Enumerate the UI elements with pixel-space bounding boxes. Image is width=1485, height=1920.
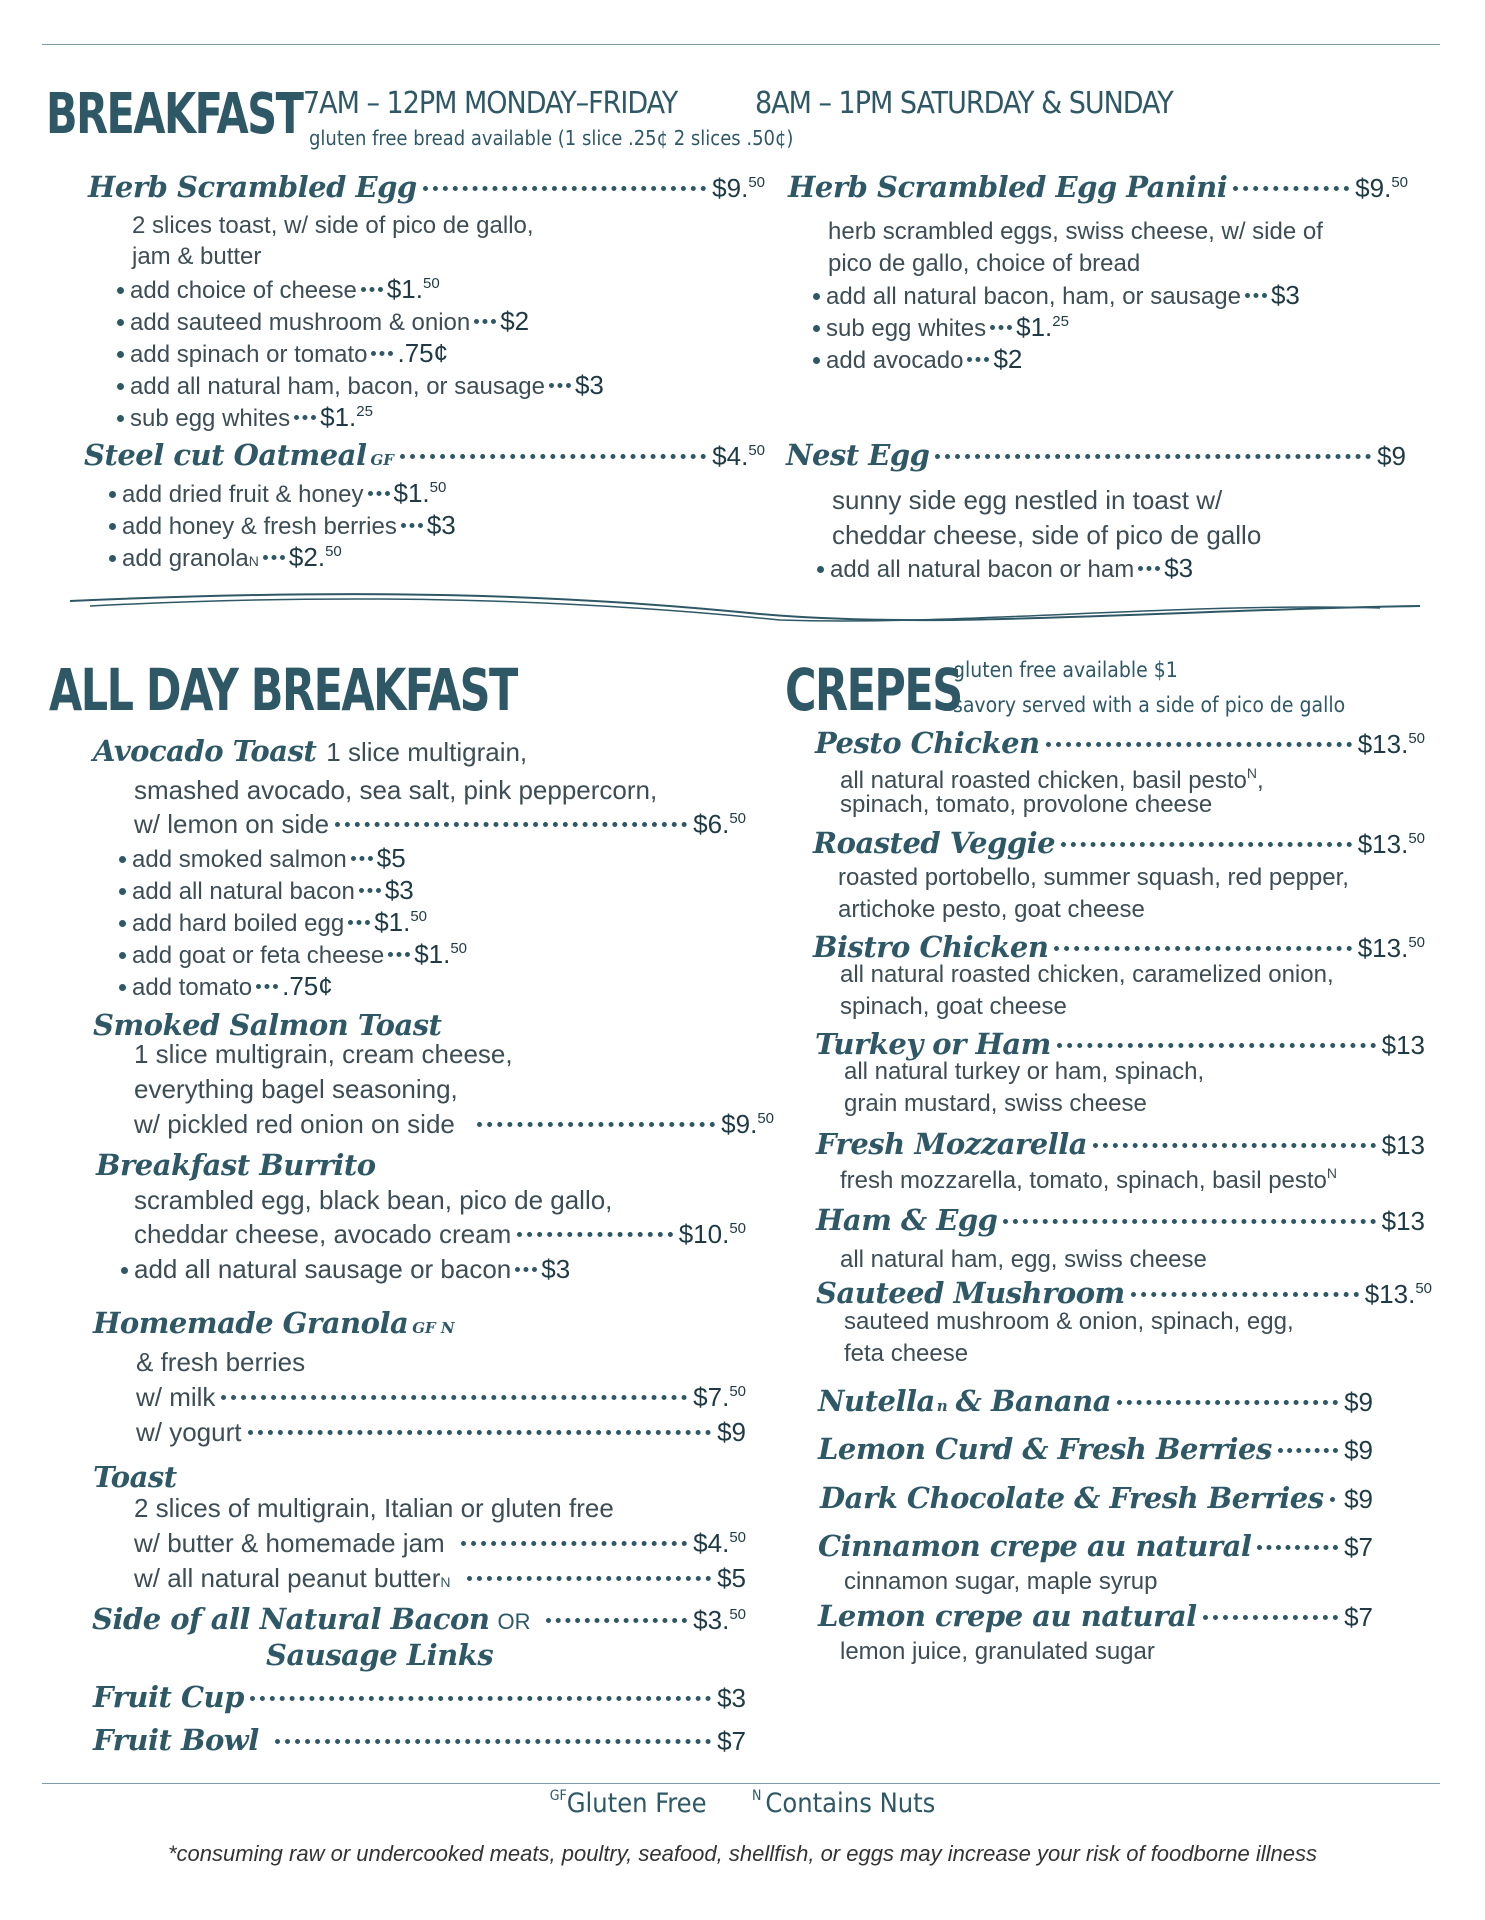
item-name: Ham & Egg: [816, 1203, 998, 1237]
burrito-price-line: [134, 1218, 746, 1250]
breakfast-title: BREAKFAST: [46, 82, 303, 147]
item-name: Breakfast Burrito: [96, 1148, 376, 1182]
item-name: Nutella: [818, 1384, 935, 1418]
legend: [0, 1788, 1485, 1819]
leader-dots: [517, 1232, 672, 1237]
bottom-rule: [42, 1783, 1440, 1784]
item-price: $9.50: [721, 1109, 774, 1139]
leader-dots: [1054, 946, 1351, 951]
item-price: $9: [717, 1417, 746, 1447]
add-on: add choice of cheese $1.50: [117, 274, 440, 305]
roasted-veggie-line: [813, 826, 1425, 860]
add-on: add honey & fresh berries $3: [109, 510, 456, 541]
item-description: cinnamon sugar, maple syrup: [844, 1568, 1158, 1595]
item-description: fresh mozzarella, tomato, spinach, basil pesto$^N$: [840, 1165, 1338, 1194]
nuts-mark: N: [440, 1574, 451, 1590]
sausage-links-line: [266, 1638, 493, 1672]
item-price: $13.50: [1364, 1279, 1432, 1309]
item-description: all natural roasted chicken, basil pesto$^N$,: [840, 765, 1264, 794]
add-on: sub egg whites $1.25: [813, 312, 1069, 343]
gluten-free-bread-note: gluten free bread available (1 slice .25¢ 2 slices .50¢): [309, 126, 794, 150]
add-on: add all natural sausage or bacon $3: [121, 1254, 570, 1285]
item-price: $9: [1377, 441, 1406, 471]
leader-dots: [275, 1739, 711, 1744]
item-price: $13: [1381, 1030, 1425, 1060]
item-price: $5: [717, 1563, 746, 1593]
nest-egg-line: [786, 438, 1406, 472]
leader-dots: [1093, 1143, 1376, 1148]
homemade-granola-line: [93, 1306, 455, 1340]
leader-dots: [477, 1122, 715, 1127]
leader-dots: [400, 454, 706, 459]
item-name: Sauteed Mushroom: [816, 1276, 1125, 1310]
item-description: cheddar cheese, side of pico de gallo: [832, 520, 1262, 550]
item-description: spinach, goat cheese: [840, 993, 1067, 1020]
item-description: cheddar cheese, avocado cream: [134, 1219, 512, 1249]
avocado-price-line: [134, 808, 746, 840]
item-description: & fresh berries: [136, 1347, 306, 1377]
leader-dots: [250, 1696, 711, 1701]
leader-dots: [335, 822, 687, 827]
item-description: all natural turkey or ham, spinach,: [844, 1058, 1205, 1085]
item-price: $4.50: [712, 441, 765, 471]
item-description: lemon juice, granulated sugar: [840, 1638, 1155, 1665]
leader-dots: [1061, 842, 1352, 847]
granola-milk-line: [136, 1381, 746, 1413]
leader-dots: [935, 454, 1371, 459]
leader-dots: [1330, 1497, 1339, 1502]
item-name: Fruit Bowl: [93, 1723, 259, 1757]
item-name: Cinnamon crepe au natural: [818, 1529, 1252, 1563]
add-on: add spinach or tomato .75¢: [117, 338, 448, 369]
fruit-bowl-line: [93, 1723, 746, 1757]
item-description: roasted portobello, summer squash, red pepper,: [838, 864, 1349, 891]
crepes-gf-note: gluten free available $1: [953, 658, 1178, 682]
item-name: Nest Egg: [786, 438, 930, 472]
smoked-salmon-line: [93, 1008, 441, 1042]
item-description: everything bagel seasoning,: [134, 1074, 458, 1104]
add-on: add all natural ham, bacon, or sausage $3: [117, 370, 604, 401]
toast-butter-line: [134, 1527, 746, 1559]
leader-dots: [423, 186, 707, 191]
item-name: Roasted Veggie: [813, 826, 1056, 860]
salmon-price-line: [134, 1108, 774, 1140]
nuts-mark: n: [936, 1397, 948, 1415]
fresh-mozzarella-line: [816, 1127, 1425, 1161]
item-name: Lemon Curd & Fresh Berries: [818, 1432, 1272, 1466]
item-name: Dark Chocolate & Fresh Berries: [820, 1481, 1324, 1515]
item-description: w/ lemon on side: [134, 809, 330, 839]
ham-egg-line: [816, 1203, 1425, 1237]
toast-line: [93, 1460, 177, 1494]
avocado-toast-line: [93, 734, 527, 768]
gluten-free-mark: GF: [370, 451, 394, 469]
gf-nuts-mark: GF N: [412, 1319, 455, 1337]
item-description: spinach, tomato, provolone cheese: [840, 791, 1213, 818]
item-name: Sausage Links: [266, 1638, 494, 1672]
crepes-savory-note: savory served with a side of pico de gallo: [953, 693, 1346, 717]
item-price: $13.50: [1357, 933, 1425, 963]
gf-legend-label: Gluten Free: [566, 1788, 707, 1819]
leader-dots: [1131, 1292, 1359, 1297]
nuts-legend-mark: N: [752, 1788, 762, 1804]
item-name: Pesto Chicken: [815, 726, 1040, 760]
oatmeal-line: [84, 438, 765, 472]
item-description: w/ pickled red onion on side: [134, 1109, 455, 1139]
or-label: OR: [497, 1609, 531, 1634]
item-price: $9: [1344, 1484, 1373, 1514]
add-on: add dried fruit & honey $1.50: [109, 478, 446, 509]
item-name: Fresh Mozzarella: [816, 1127, 1088, 1161]
sauteed-mushroom-line: [816, 1276, 1432, 1310]
add-on: add granola N $2.50: [109, 542, 342, 573]
panini-line: [788, 170, 1408, 204]
item-description: all natural ham, egg, swiss cheese: [840, 1246, 1207, 1273]
item-description: jam & butter: [132, 243, 262, 270]
gf-legend-mark: GF: [549, 1788, 567, 1804]
add-on: add avocado $2: [813, 344, 1022, 375]
item-name: Turkey or Ham: [815, 1027, 1051, 1061]
item-name: & Banana: [955, 1384, 1112, 1418]
item-price: $9.50: [712, 173, 765, 203]
nutella-banana-line: [818, 1384, 1373, 1418]
lemon-curd-line: [818, 1432, 1373, 1466]
food-safety-disclaimer: *consuming raw or undercooked meats, poultry, seafood, shellfish, or eggs may increase your risk of foodborne illness: [167, 1841, 1318, 1866]
dark-chocolate-line: [820, 1481, 1373, 1515]
item-name: Side of all Natural Bacon: [92, 1602, 490, 1636]
leader-dots: [461, 1541, 687, 1546]
item-price: $9: [1344, 1387, 1373, 1417]
item-name: Lemon crepe au natural: [818, 1599, 1197, 1633]
leader-dots: [221, 1395, 687, 1400]
add-on: add sauteed mushroom & onion $2: [117, 306, 529, 337]
add-on: add hard boiled egg $1.50: [119, 907, 427, 938]
option-label: w/ yogurt: [136, 1417, 242, 1447]
item-price: $3: [717, 1683, 746, 1713]
toast-pb-line: [134, 1562, 746, 1594]
granola-yogurt-line: [136, 1416, 746, 1448]
leader-dots: [1046, 742, 1352, 747]
item-price: $10.50: [678, 1219, 746, 1249]
leader-dots: [1257, 1545, 1338, 1550]
item-price: $9: [1344, 1435, 1373, 1465]
item-description: herb scrambled eggs, swiss cheese, w/ side of: [828, 218, 1323, 245]
breakfast-burrito-line: [96, 1148, 376, 1182]
leader-dots: [1203, 1615, 1338, 1620]
option-label: w/ milk: [136, 1382, 216, 1412]
weekend-hours: 8AM – 1PM SATURDAY & SUNDAY: [755, 86, 1173, 121]
add-on: add goat or feta cheese $1.50: [119, 939, 467, 970]
all-day-breakfast-title: ALL DAY BREAKFAST: [49, 656, 517, 724]
leader-dots: [248, 1430, 712, 1435]
option-label: w/ all natural peanut butter: [134, 1563, 441, 1593]
add-on: add tomato .75¢: [119, 971, 333, 1002]
item-description: sunny side egg nestled in toast w/: [832, 485, 1223, 515]
crepes-title: CREPES: [785, 656, 962, 724]
item-price: $7: [717, 1726, 746, 1756]
item-price: $6.50: [693, 809, 746, 839]
item-name: Homemade Granola: [93, 1306, 409, 1340]
item-description: 1 slice multigrain,: [326, 737, 528, 767]
item-price: $13.50: [1357, 829, 1425, 859]
item-name: Herb Scrambled Egg: [88, 170, 417, 204]
add-on: sub egg whites $1.25: [117, 402, 373, 433]
nuts-legend-label: Contains Nuts: [765, 1788, 936, 1819]
item-price: $7.50: [693, 1382, 746, 1412]
item-price: $13.50: [1357, 729, 1425, 759]
item-description: sauteed mushroom & onion, spinach, egg,: [844, 1308, 1294, 1335]
add-on: add all natural bacon, ham, or sausage $3: [813, 280, 1300, 311]
add-on: add all natural bacon or ham $3: [817, 553, 1193, 584]
item-name: Herb Scrambled Egg Panini: [788, 170, 1228, 204]
item-description: 1 slice multigrain, cream cheese,: [134, 1039, 513, 1069]
item-name: Bistro Chicken: [813, 930, 1049, 964]
item-description: scrambled egg, black bean, pico de gallo,: [134, 1185, 613, 1215]
item-price: $9.50: [1355, 173, 1408, 203]
add-on: add smoked salmon $5: [119, 843, 406, 874]
item-price: $4.50: [693, 1528, 746, 1558]
item-description: artichoke pesto, goat cheese: [838, 896, 1145, 923]
item-description: 2 slices toast, w/ side of pico de gallo,: [132, 212, 534, 239]
leader-dots: [1117, 1400, 1338, 1405]
item-name: Steel cut Oatmeal: [84, 438, 367, 472]
lemon-crepe-line: [818, 1599, 1373, 1633]
item-price: $3.50: [693, 1605, 746, 1635]
option-label: w/ butter & homemade jam: [134, 1528, 445, 1558]
item-price: $7: [1344, 1532, 1373, 1562]
leader-dots: [1278, 1448, 1338, 1453]
add-on: add all natural bacon $3: [119, 875, 414, 906]
item-name: Avocado Toast: [93, 734, 317, 768]
item-name: Smoked Salmon Toast: [93, 1008, 442, 1042]
leader-dots: [546, 1618, 687, 1623]
item-price: $13: [1381, 1206, 1425, 1236]
wave-divider: [60, 586, 1430, 626]
leader-dots: [467, 1576, 712, 1581]
leader-dots: [1057, 1043, 1376, 1048]
item-name: Fruit Cup: [93, 1680, 244, 1714]
fruit-cup-line: [93, 1680, 746, 1714]
herb-scrambled-egg-line: [88, 170, 765, 204]
item-description: pico de gallo, choice of bread: [828, 250, 1141, 277]
top-rule: [42, 44, 1440, 45]
weekday-hours: 7AM – 12PM MONDAY–FRIDAY: [303, 86, 678, 121]
item-price: $7: [1344, 1602, 1373, 1632]
item-price: $13: [1381, 1130, 1425, 1160]
cinnamon-crepe-line: [818, 1529, 1373, 1563]
item-description: all natural roasted chicken, caramelized onion,: [840, 961, 1334, 988]
item-description: grain mustard, swiss cheese: [844, 1090, 1147, 1117]
side-bacon-line: [92, 1602, 746, 1638]
pesto-chicken-line: [815, 726, 1425, 760]
leader-dots: [1233, 186, 1349, 191]
item-description: 2 slices of multigrain, Italian or gluten free: [134, 1493, 614, 1523]
leader-dots: [1003, 1219, 1375, 1224]
item-description: feta cheese: [844, 1340, 969, 1367]
item-description: smashed avocado, sea salt, pink peppercorn,: [134, 775, 658, 805]
item-name: Toast: [93, 1460, 177, 1494]
